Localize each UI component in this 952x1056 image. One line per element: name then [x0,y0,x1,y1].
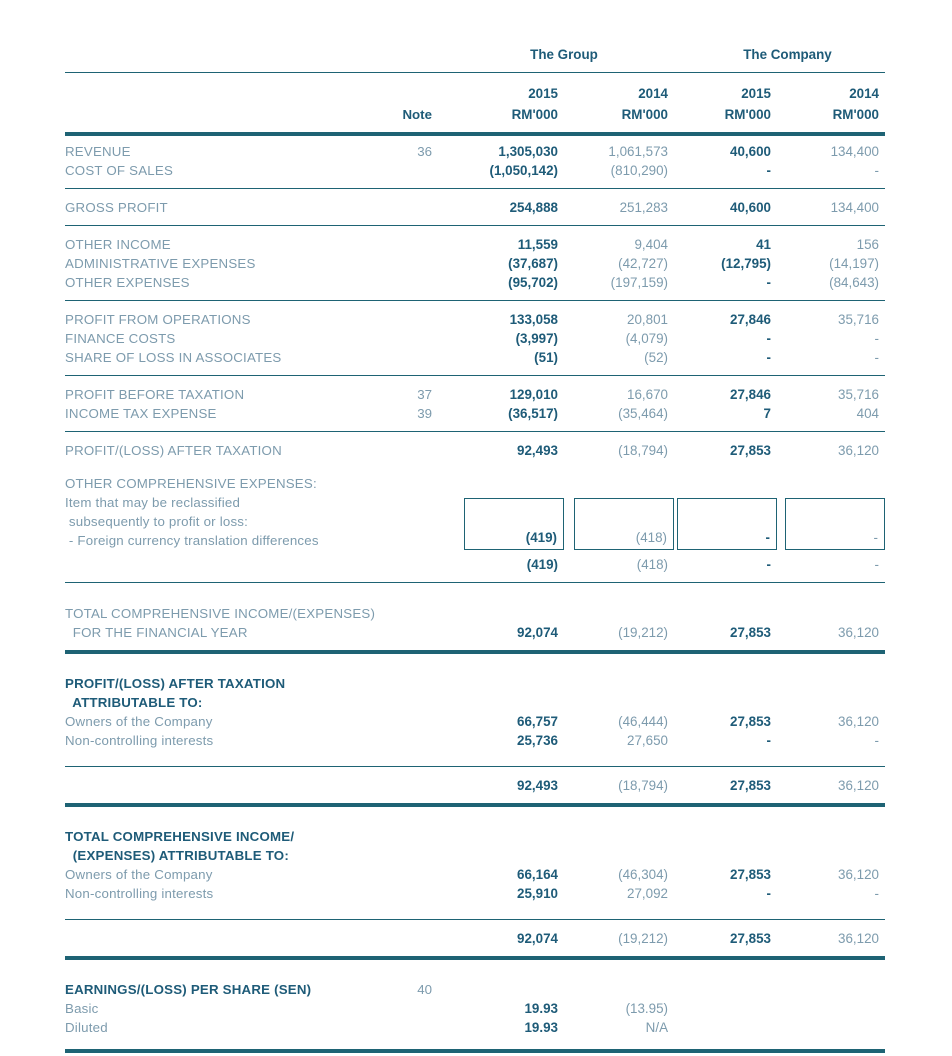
table-row [65,348,885,367]
value-group-2015: 92,074 [517,931,558,946]
year-header-row [65,84,885,103]
value-group-2014: (418) [636,557,668,572]
value-group-2015: 92,493 [517,778,558,793]
table-row [65,329,885,348]
unit-header-spacer [65,105,395,124]
value-box-group-2015 [464,498,564,550]
value-company-2014: 156 [856,237,879,252]
value-company-2014: 36,120 [838,714,879,729]
thick-divider [65,1049,885,1053]
row-label: Diluted [65,1020,108,1035]
value-group-2014: (46,444) [618,714,668,729]
value-company-2015: 27,853 [730,931,771,946]
row-label: FINANCE COSTS [65,331,176,346]
value-company-2015 [668,999,771,1018]
value-company-2015: 27,853 [730,625,771,640]
note-ref [395,776,432,795]
value-company-2014 [771,999,879,1018]
value-group-2014: 9,404 [634,237,668,252]
table-row [65,273,885,292]
boxed-value-group-2014: (418) [635,530,667,545]
note-ref: 37 [417,387,432,402]
boxed-cell-company-2014 [771,493,879,550]
note-ref: 40 [417,982,432,997]
section-gap [65,903,885,911]
row-label: INCOME TAX EXPENSE [65,406,217,421]
value-company-2014: - [874,163,879,178]
table-row [65,404,885,423]
value-group-2015: 133,058 [509,312,558,327]
thin-divider [65,431,885,432]
value-company-2015: - [766,886,771,901]
note-ref [395,329,432,348]
table-row [65,142,885,161]
boxed-cell-group-2014 [558,493,668,550]
row-label: REVENUE [65,144,131,159]
row-label: PROFIT FROM OPERATIONS [65,312,251,327]
value-company-2015 [668,980,771,999]
value-group-2014: N/A [645,1020,668,1035]
table-row [65,884,885,903]
value-company-2014: 36,120 [838,625,879,640]
value-group-2014: 1,061,573 [608,144,668,159]
note-column-header: Note [402,107,432,122]
value-company-2015: (12,795) [721,256,771,271]
value-group-2014: 251,283 [619,200,668,215]
boxed-label-line: Item that may be reclassified [65,495,241,510]
boxed-value-company-2014: - [873,530,878,545]
value-company-2014: 36,120 [838,778,879,793]
value-group-2014: (4,079) [625,331,668,346]
note-ref: 36 [417,144,432,159]
statement-body [65,136,885,1053]
thin-divider [65,582,885,583]
value-group-2015: 66,164 [517,867,558,882]
value-company-2015: 27,846 [730,387,771,402]
value-group-2015 [432,980,558,999]
note-ref [395,441,432,460]
value-group-2015: 1,305,030 [498,144,558,159]
boxed-oci-row [65,493,885,550]
table-row [65,198,885,217]
thin-divider [65,375,885,376]
note-ref: 39 [417,406,432,421]
value-group-2015: (3,997) [515,331,558,346]
value-company-2014: - [874,733,879,748]
value-company-2014: - [874,350,879,365]
value-group-2014: (810,290) [610,163,668,178]
value-company-2014: 134,400 [830,144,879,159]
value-company-2015: 7 [763,406,771,421]
col-year-company-2015: 2015 [741,86,771,101]
row-label: FOR THE FINANCIAL YEAR [65,625,248,640]
note-ref [395,929,432,948]
row-label: COST OF SALES [65,163,174,178]
value-company-2014: 36,120 [838,931,879,946]
value-group-2014: (35,464) [618,406,668,421]
col-unit-company-2015: RM'000 [724,107,771,122]
value-group-2015: 19.93 [524,1020,558,1035]
col-year-group-2014: 2014 [638,86,668,101]
row-label: Non-controlling interests [65,733,214,748]
boxed-label-stack [65,493,432,550]
table-row [65,310,885,329]
note-ref [395,884,432,903]
value-group-2015: 66,757 [517,714,558,729]
value-group-2015: 25,736 [517,733,558,748]
entity-header-row [65,46,885,64]
value-company-2015: - [766,557,771,572]
value-company-2014: 134,400 [830,200,879,215]
value-company-2014: - [874,886,879,901]
value-company-2014: (14,197) [829,256,879,271]
value-company-2015: - [766,331,771,346]
section-label-row [65,604,885,623]
section-gap [65,750,885,758]
row-label: SHARE OF LOSS IN ASSOCIATES [65,350,282,365]
note-ref [395,1018,432,1037]
row-label: OTHER INCOME [65,237,171,252]
value-group-2014: 20,801 [627,312,668,327]
row-label: Owners of the Company [65,714,213,729]
row-label: PROFIT BEFORE TAXATION [65,387,245,402]
value-company-2014 [771,980,879,999]
value-company-2015: 40,600 [730,200,771,215]
row-label: Owners of the Company [65,867,213,882]
value-box-company-2014 [785,498,885,550]
row-label: PROFIT/(LOSS) AFTER TAXATION [65,443,282,458]
note-ref [395,235,432,254]
value-group-2014: 16,670 [627,387,668,402]
value-company-2014: - [874,557,879,572]
row-label [65,555,395,574]
note-ref [395,731,432,750]
value-group-2015: (37,687) [508,256,558,271]
boxed-value-group-2015: (419) [525,530,557,545]
value-company-2015: - [766,163,771,178]
value-group-2015: 254,888 [509,200,558,215]
section-label-row [65,846,885,865]
value-group-2014: (18,794) [618,778,668,793]
section-label-row [65,674,885,693]
table-row [65,999,885,1018]
section-gap [65,592,885,604]
section-label: TOTAL COMPREHENSIVE INCOME/ [65,829,295,844]
year-header-note-spacer [395,84,432,103]
section-gap [65,654,885,674]
value-company-2014: 35,716 [838,387,879,402]
value-company-2015: 27,853 [730,867,771,882]
value-company-2015: 40,600 [730,144,771,159]
value-group-2014: (18,794) [618,443,668,458]
table-row [65,980,885,999]
value-company-2014: 36,120 [838,443,879,458]
col-unit-group-2015: RM'000 [511,107,558,122]
year-header-spacer [65,84,395,103]
thin-divider [65,766,885,767]
value-group-2015: 129,010 [509,387,558,402]
value-company-2014: 36,120 [838,867,879,882]
table-row [65,776,885,795]
note-ref [395,712,432,731]
value-group-2015: 92,074 [517,625,558,640]
note-ref [395,623,432,642]
table-row [65,712,885,731]
value-company-2014 [771,1018,879,1037]
value-group-2014: 27,092 [627,886,668,901]
value-company-2015: 27,846 [730,312,771,327]
value-group-2015: (36,517) [508,406,558,421]
section-gap [65,960,885,980]
note-ref [395,555,432,574]
note-ref [395,865,432,884]
row-label: GROSS PROFIT [65,200,168,215]
value-group-2014 [558,980,668,999]
value-company-2014: (84,643) [829,275,879,290]
col-unit-company-2014: RM'000 [832,107,879,122]
note-ref [395,198,432,217]
value-company-2015 [668,1018,771,1037]
header-divider [65,72,885,73]
value-group-2014: (19,212) [618,625,668,640]
boxed-label-line: - Foreign currency translation differences [65,533,319,548]
value-company-2014: 35,716 [838,312,879,327]
note-ref [395,273,432,292]
value-group-2014: (19,212) [618,931,668,946]
value-group-2014: (13.95) [625,1001,668,1016]
value-company-2014: - [874,331,879,346]
boxed-value-company-2015: - [765,530,770,545]
row-label: OTHER EXPENSES [65,275,190,290]
boxed-cell-company-2015 [668,493,771,550]
col-unit-group-2014: RM'000 [621,107,668,122]
col-year-group-2015: 2015 [528,86,558,101]
section-label-row [65,693,885,712]
value-group-2015: 11,559 [517,237,558,252]
col-year-company-2014: 2014 [849,86,879,101]
value-company-2015: 27,853 [730,714,771,729]
row-label [65,776,395,795]
row-label: Non-controlling interests [65,886,214,901]
table-row [65,235,885,254]
company-header: The Company [743,47,832,62]
value-group-2015: (51) [534,350,558,365]
table-row [65,731,885,750]
value-company-2015: 27,853 [730,778,771,793]
value-group-2014: (46,304) [618,867,668,882]
section-label-row [65,827,885,846]
unit-header-row [65,105,885,124]
thin-divider [65,300,885,301]
note-ref [395,348,432,367]
value-company-2014: 404 [856,406,879,421]
thin-divider [65,188,885,189]
section-label: PROFIT/(LOSS) AFTER TAXATION [65,676,286,691]
value-group-2015: (419) [526,557,558,572]
table-row [65,385,885,404]
section-label-row [65,474,885,493]
value-group-2015: (1,050,142) [489,163,558,178]
table-row [65,623,885,642]
table-row [65,929,885,948]
table-row [65,161,885,180]
boxed-label-line: subsequently to profit or loss: [65,514,249,529]
section-label: TOTAL COMPREHENSIVE INCOME/(EXPENSES) [65,606,376,621]
value-group-2014: (197,159) [610,275,668,290]
section-label: OTHER COMPREHENSIVE EXPENSES: [65,476,317,491]
value-company-2015: 41 [756,237,771,252]
section-gap [65,1037,885,1041]
header-spacer [65,46,432,64]
note-ref [395,161,432,180]
note-ref [395,999,432,1018]
section-gap [65,807,885,827]
thin-divider [65,225,885,226]
table-row [65,865,885,884]
note-ref [395,254,432,273]
row-label [65,929,395,948]
value-company-2015: - [766,733,771,748]
section-gap [65,460,885,474]
table-row [65,1018,885,1037]
section-label: (EXPENSES) ATTRIBUTABLE TO: [65,848,289,863]
row-label: Basic [65,1001,99,1016]
value-company-2015: - [766,275,771,290]
note-ref [395,310,432,329]
table-row [65,254,885,273]
value-group-2015: 19.93 [524,1001,558,1016]
value-group-2014: (42,727) [618,256,668,271]
thin-divider [65,919,885,920]
value-company-2015: 27,853 [730,443,771,458]
section-label: ATTRIBUTABLE TO: [65,695,203,710]
row-label: ADMINISTRATIVE EXPENSES [65,256,256,271]
row-label: EARNINGS/(LOSS) PER SHARE (SEN) [65,982,312,997]
table-row [65,441,885,460]
value-company-2015: - [766,350,771,365]
value-group-2014: 27,650 [627,733,668,748]
value-group-2014: (52) [644,350,668,365]
group-header: The Group [530,47,598,62]
value-box-group-2014 [574,498,674,550]
value-group-2015: 25,910 [517,886,558,901]
table-row [65,555,885,574]
value-group-2015: (95,702) [508,275,558,290]
boxed-cell-group-2015 [432,493,558,550]
value-box-company-2015 [677,498,777,550]
value-group-2015: 92,493 [517,443,558,458]
